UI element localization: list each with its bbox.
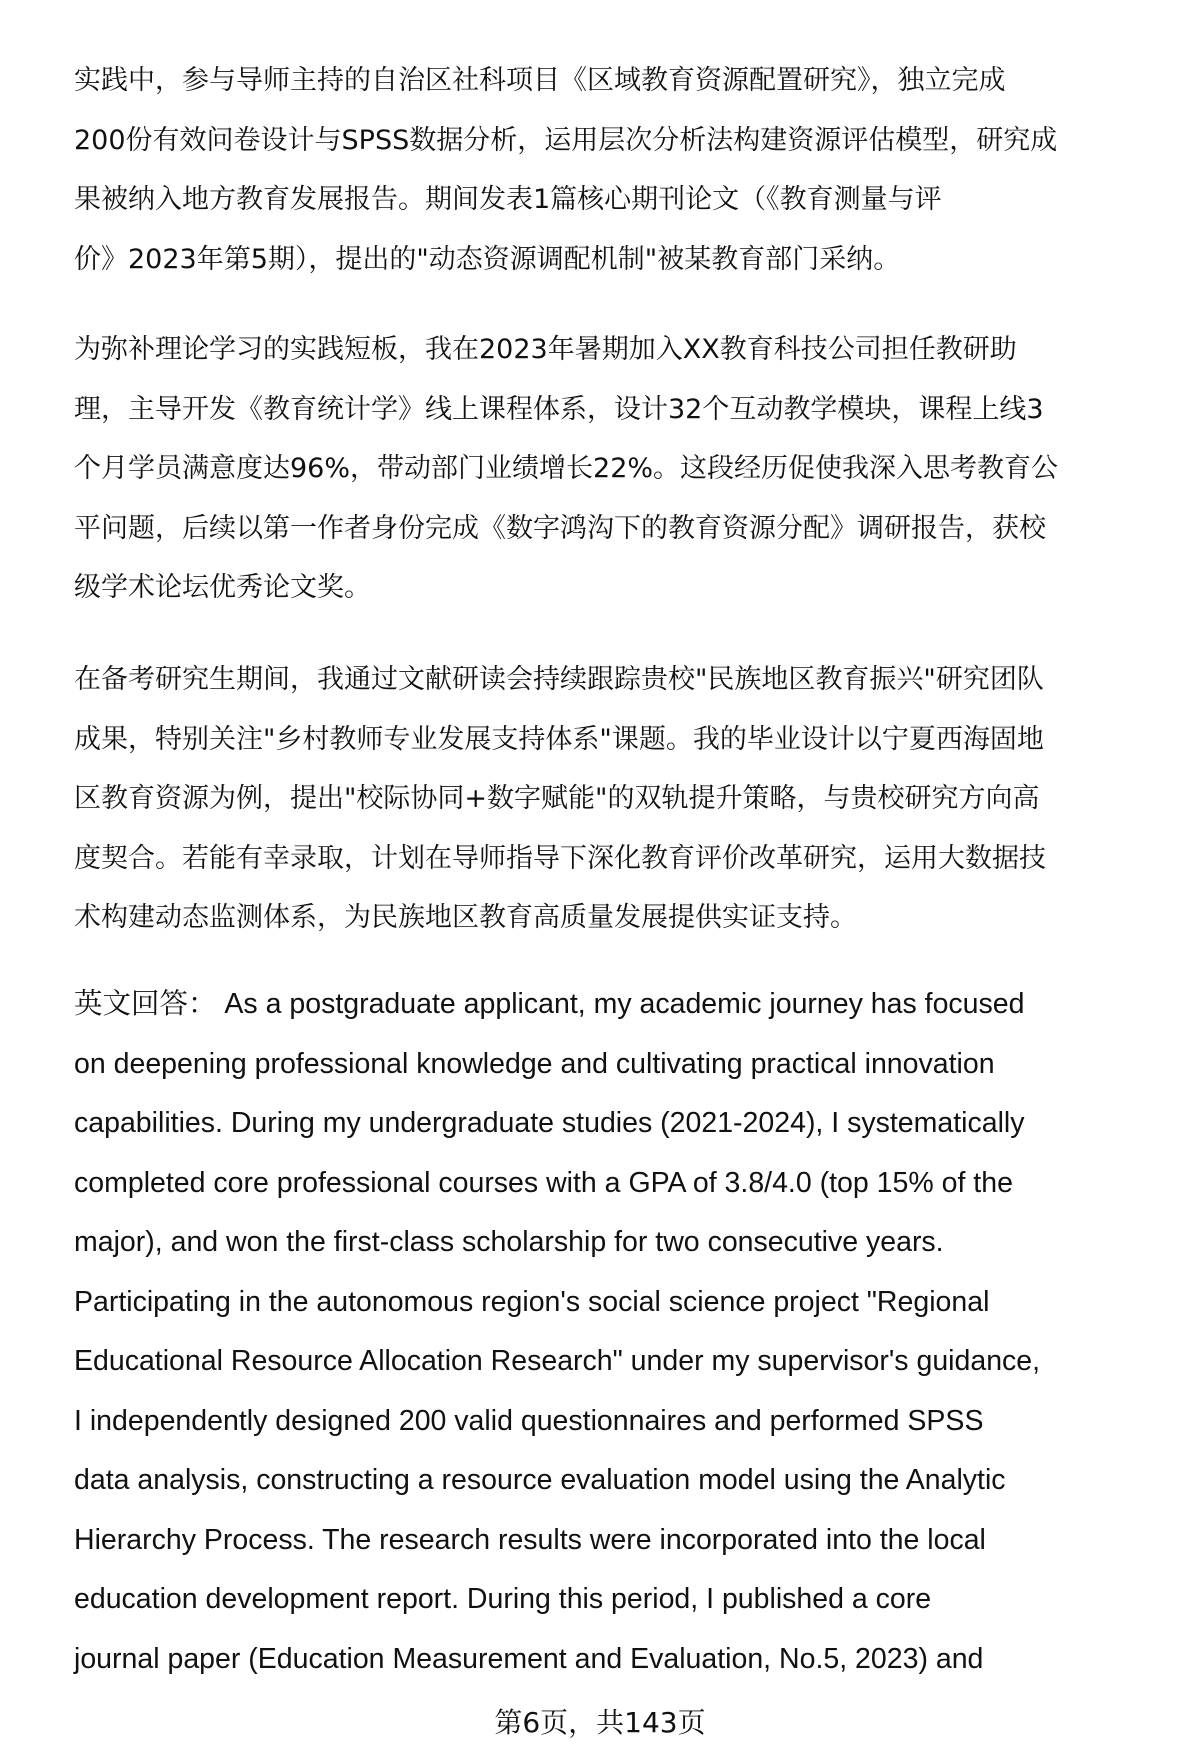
paragraph-1-line: 价》2023年第5期），提出的"动态资源调配机制"被某教育部门采纳。 bbox=[74, 243, 901, 275]
paragraph-3-line: 在备考研究生期间，我通过文献研读会持续跟踪贵校"民族地区教育振兴"研究团队 bbox=[74, 664, 1044, 695]
paragraph-4-line: completed core professional courses with a GPA of 3.8/4.0 (top 15% of the bbox=[74, 1166, 1013, 1199]
paragraph-4-line: capabilities. During my undergraduate studies (2021-2024), I systematically bbox=[74, 1107, 1025, 1139]
paragraph-2-line: 个月学员满意度达96%，带动部门业绩增长22%。这段经历促使我深入思考教育公 bbox=[74, 453, 1059, 484]
paragraph-4-line: education development report. During this period, I published a core bbox=[74, 1583, 932, 1615]
paragraph-3-line: 成果，特别关注"乡村教师专业发展支持体系"课题。我的毕业设计以宁夏西海固地 bbox=[74, 723, 1044, 755]
paragraph-4-line: Participating in the autonomous region's social science project "Regional bbox=[74, 1285, 990, 1318]
paragraph-4-line: on deepening professional knowledge and cultivating practical innovation bbox=[74, 1047, 995, 1080]
paragraph-2-line: 理，主导开发《教育统计学》线上课程体系，设计32个互动教学模块，课程上线3 bbox=[74, 393, 1044, 425]
paragraph-2-line: 级学术论坛优秀论文奖。 bbox=[74, 572, 371, 603]
paragraph-1-line: 200份有效问卷设计与SPSS数据分析，运用层次分析法构建资源评估模型，研究成 bbox=[74, 124, 1058, 156]
paragraph-4-line: 英文回答： As a postgraduate applicant, my academic journey has focused bbox=[74, 988, 1025, 1020]
paragraph-1-line: 实践中，参与导师主持的自治区社科项目《区域教育资源配置研究》，独立完成 bbox=[74, 65, 1006, 96]
paragraph-4-line: data analysis, constructing a resource evaluation model using the Analytic bbox=[74, 1464, 1006, 1496]
paragraph-3-line: 术构建动态监测体系，为民族地区教育高质量发展提供实证支持。 bbox=[74, 902, 857, 933]
paragraph-4-line: journal paper (Education Measurement and Evaluation, No.5, 2023) and bbox=[74, 1642, 984, 1675]
paragraph-1-line: 果被纳入地方教育发展报告。期间发表1篇核心期刊论文（《教育测量与评 bbox=[74, 184, 942, 215]
paragraph-4-line: Hierarchy Process. The research results were incorporated into the local bbox=[74, 1523, 986, 1556]
paragraph-2-line: 为弥补理论学习的实践短板，我在2023年暑期加入XX教育科技公司担任教研助 bbox=[74, 334, 1017, 365]
page-number-footer: 第6页，共143页 bbox=[494, 1706, 706, 1739]
paragraph-2-line: 平问题，后续以第一作者身份完成《数字鸿沟下的教育资源分配》调研报告，获校 bbox=[74, 512, 1046, 544]
paragraph-4-line: I independently designed 200 valid questionnaires and performed SPSS bbox=[74, 1404, 984, 1437]
paragraph-3-line: 度契合。若能有幸录取，计划在导师指导下深化教育评价改革研究，运用大数据技 bbox=[74, 842, 1046, 874]
paragraph-4-line: major), and won the first-class scholarship for two consecutive years. bbox=[74, 1226, 944, 1258]
paragraph-3-line: 区教育资源为例，提出"校际协同+数字赋能"的双轨提升策略，与贵校研究方向高 bbox=[74, 783, 1040, 814]
paragraph-4-line: Educational Resource Allocation Research" under my supervisor's guidance, bbox=[74, 1345, 1041, 1377]
